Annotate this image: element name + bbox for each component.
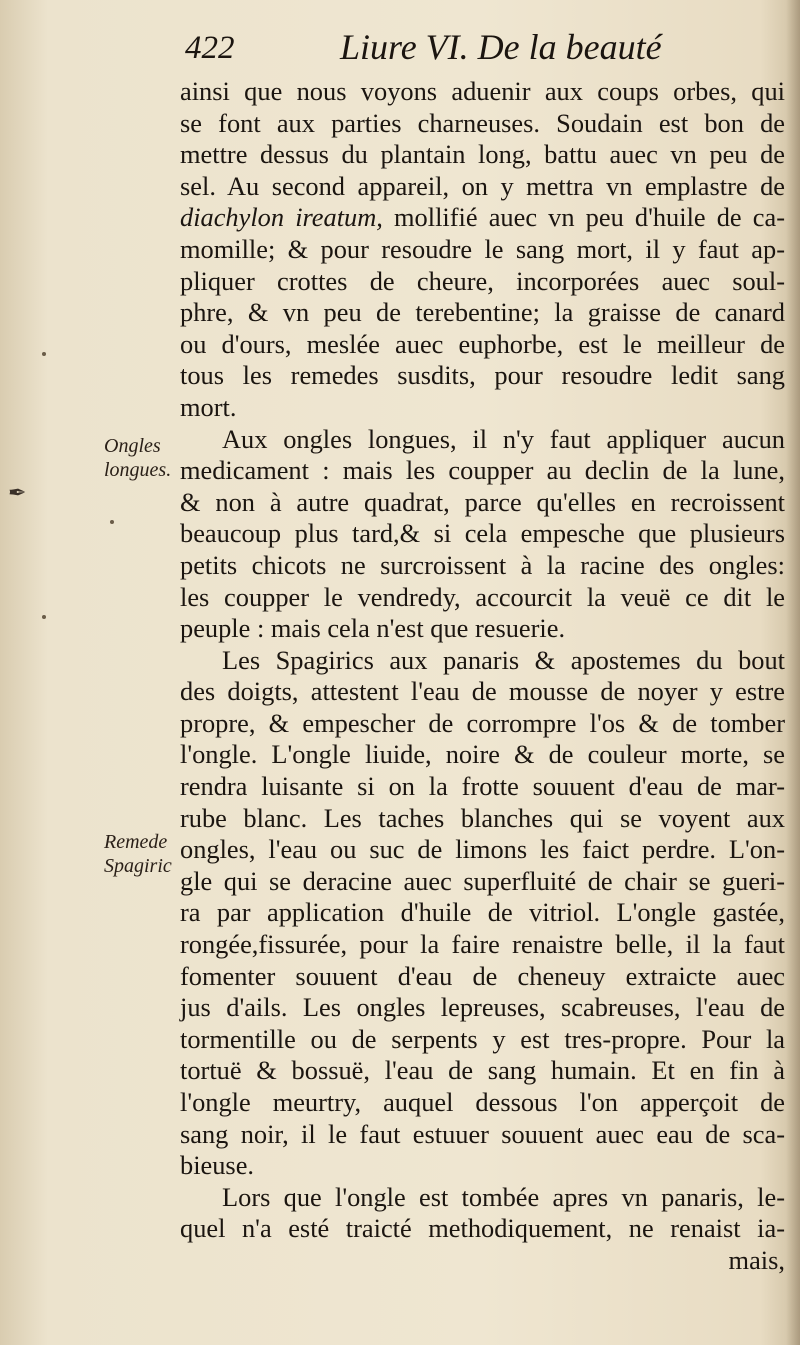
latin-term: diachylon ireatum, xyxy=(180,202,383,233)
text-line: ou d'ours, meslée auec euphorbe, est le meilleur de xyxy=(180,328,785,359)
text-line: se font aux parties charneuses. Soudain est bon de xyxy=(180,107,785,138)
text-line: Aux ongles longues, il n'y faut appliquer aucun xyxy=(222,423,785,454)
margin-note-remede-line1: Remede xyxy=(104,831,168,853)
text-line: Lors que l'ongle est tombée apres vn panaris, le- xyxy=(222,1181,785,1212)
text-line: rongée,fissurée, pour la faire renaistre belle, il la faut xyxy=(180,929,785,960)
text-line: gle qui se deracine auec superfluité de chair se gueri- xyxy=(180,865,785,896)
text-line: Les Spagirics aux panaris & apostemes du bout xyxy=(222,644,785,675)
text-line: ainsi que nous voyons aduenir aux coups orbes, qui xyxy=(180,76,785,106)
text-line: & non à autre quadrat, parce qu'elles en recroissent xyxy=(180,486,785,517)
text-line xyxy=(180,202,785,234)
text-line: beaucoup plus tard,& si cela empesche que plusieurs xyxy=(180,518,785,549)
ink-speck xyxy=(42,615,46,619)
text-line: phre, & vn peu de terebentine; la graisse de canard xyxy=(180,297,785,328)
text-line: tormentille ou de serpents y est tres-propre. Pour la xyxy=(180,1023,785,1054)
text-line: peuple : mais cela n'est que resuerie. xyxy=(180,613,566,644)
text-line: mettre dessus du plantain long, battu auec vn peu de xyxy=(180,139,785,170)
main-text xyxy=(180,76,785,1277)
text-fragment: mollifié auec vn peu d'huile de ca- xyxy=(382,202,785,233)
text-line: ongles, l'eau ou suc de limons les faict perdre. L'on- xyxy=(180,834,785,865)
text-line: rube blanc. Les taches blanches qui se voyent aux xyxy=(180,802,785,833)
text-line: les coupper le vendredy, accourcit la veuë ce dit le xyxy=(180,581,785,612)
text-line: sel. Au second appareil, on y mettra vn emplastre de xyxy=(180,170,785,201)
text-line: bieuse. xyxy=(180,1150,255,1181)
text-line: propre, & empescher de corrompre l'os & de tomber xyxy=(180,707,785,738)
margin-note-ongles-line2: longues. xyxy=(104,459,172,481)
ink-speck xyxy=(42,352,46,356)
text-line: fomenter souuent d'eau de cheneuy extraicte auec xyxy=(180,960,785,991)
margin-note-remede xyxy=(104,830,172,878)
margin-note-ongles xyxy=(104,434,171,482)
text-line: petits chicots ne surcroissent à la racine des ongles: xyxy=(180,549,785,580)
text-line: jus d'ails. Les ongles lepreuses, scabreuses, l'eau de xyxy=(180,992,785,1023)
ink-speck xyxy=(110,520,114,524)
text-line: pliquer crottes de cheure, incorporées auec soul- xyxy=(180,265,785,296)
text-line: sang noir, il le faut estuuer souuent auec eau de sca- xyxy=(180,1118,785,1149)
margin-note-remede-line2: Spagiric xyxy=(104,855,172,877)
text-line: tortuë & bossuë, l'eau de sang humain. Et en fin à xyxy=(180,1055,785,1086)
text-line: l'ongle. L'ongle liuide, noire & de couleur morte, se xyxy=(180,739,785,770)
text-line: momille; & pour resoudre le sang mort, il y faut ap- xyxy=(180,233,785,264)
text-line: mort. xyxy=(180,391,237,422)
text-line: l'ongle meurtry, auquel dessous l'on apperçoit de xyxy=(180,1087,785,1117)
running-title: Liure VI. De la beauté xyxy=(340,27,662,67)
text-line: tous les remedes susdits, pour resoudre ledit sang xyxy=(180,360,785,391)
text-line: medicament : mais les coupper au declin de la lune, xyxy=(180,455,785,486)
text-line: ra par application d'huile de vitriol. L'ongle gastée, xyxy=(180,897,785,928)
text-line: des doigts, attestent l'eau de mousse de noyer y estre xyxy=(180,676,785,707)
margin-note-ongles-line1: Ongles xyxy=(104,435,161,457)
text-line: quel n'a esté traicté methodiquement, ne renaist ia- xyxy=(180,1213,785,1244)
text-line: rendra luisante si on la frotte souuent d'eau de mar- xyxy=(180,771,785,802)
ink-mark: ✒ xyxy=(8,480,27,505)
page-header xyxy=(185,24,745,76)
page-number: 422 xyxy=(185,30,235,66)
catchword: mais, xyxy=(728,1244,785,1275)
